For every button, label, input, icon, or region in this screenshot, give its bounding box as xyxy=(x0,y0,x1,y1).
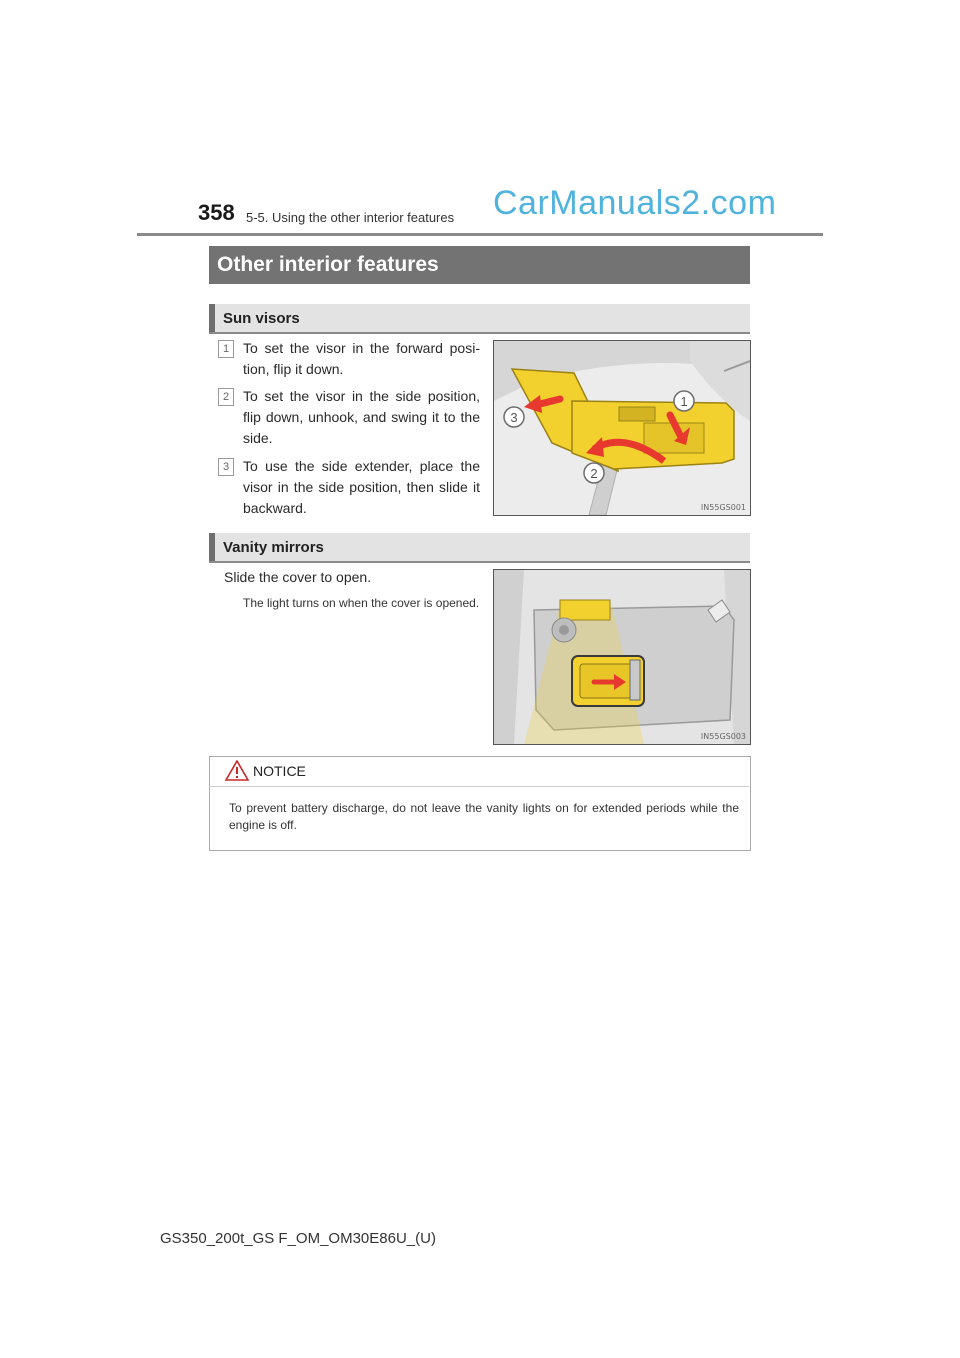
vanity-light-note: The light turns on when the cover is opened. xyxy=(243,596,480,610)
page-number: 358 xyxy=(198,200,235,225)
sun-visor-figure-code: IN55GS001 xyxy=(700,503,746,512)
page-title: Other interior features xyxy=(217,253,439,276)
callout-2: 2 xyxy=(590,466,598,481)
vanity-mirror-illustration xyxy=(494,570,750,744)
section-breadcrumb: 5-5. Using the other interior features xyxy=(246,210,455,225)
footer-doc-code: GS350_200t_GS F_OM_OM30E86U_(U) xyxy=(160,1230,436,1247)
step-2-number: 2 xyxy=(218,388,234,406)
watermark-logo: CarManuals2.com xyxy=(493,184,777,222)
sun-visors-heading-text: Sun visors xyxy=(223,310,300,327)
vanity-instruction: Slide the cover to open. xyxy=(224,569,372,585)
callout-3: 3 xyxy=(510,410,518,425)
step-1-number: 1 xyxy=(218,340,234,358)
vanity-mirrors-heading xyxy=(209,533,750,563)
step-3-text: To use the side extender, place the visor in the side position, then slide it backward. xyxy=(243,458,480,516)
sun-visor-figure xyxy=(493,340,751,516)
step-1-text: To set the visor in the forward posi- tion, flip it down. xyxy=(243,340,480,377)
notice-label: NOTICE xyxy=(253,763,306,779)
vanity-mirrors-heading-text: Vanity mirrors xyxy=(223,539,324,556)
vanity-mirror-figure xyxy=(493,569,751,745)
notice-text: To prevent battery discharge, do not leave the vanity lights on for extended periods while the engine is off. xyxy=(229,801,739,832)
callout-1: 1 xyxy=(680,394,688,409)
warning-triangle-icon xyxy=(225,760,249,781)
step-3-number: 3 xyxy=(218,458,234,476)
header-divider xyxy=(137,233,823,236)
step-2-text: To set the visor in the side position, flip down, unhook, and swing it to the side. xyxy=(243,388,480,446)
page-title-bar xyxy=(209,246,750,284)
vanity-mirror-figure-code: IN55GS003 xyxy=(700,732,746,741)
sun-visors-heading xyxy=(209,304,750,334)
sun-visor-illustration xyxy=(494,341,750,515)
